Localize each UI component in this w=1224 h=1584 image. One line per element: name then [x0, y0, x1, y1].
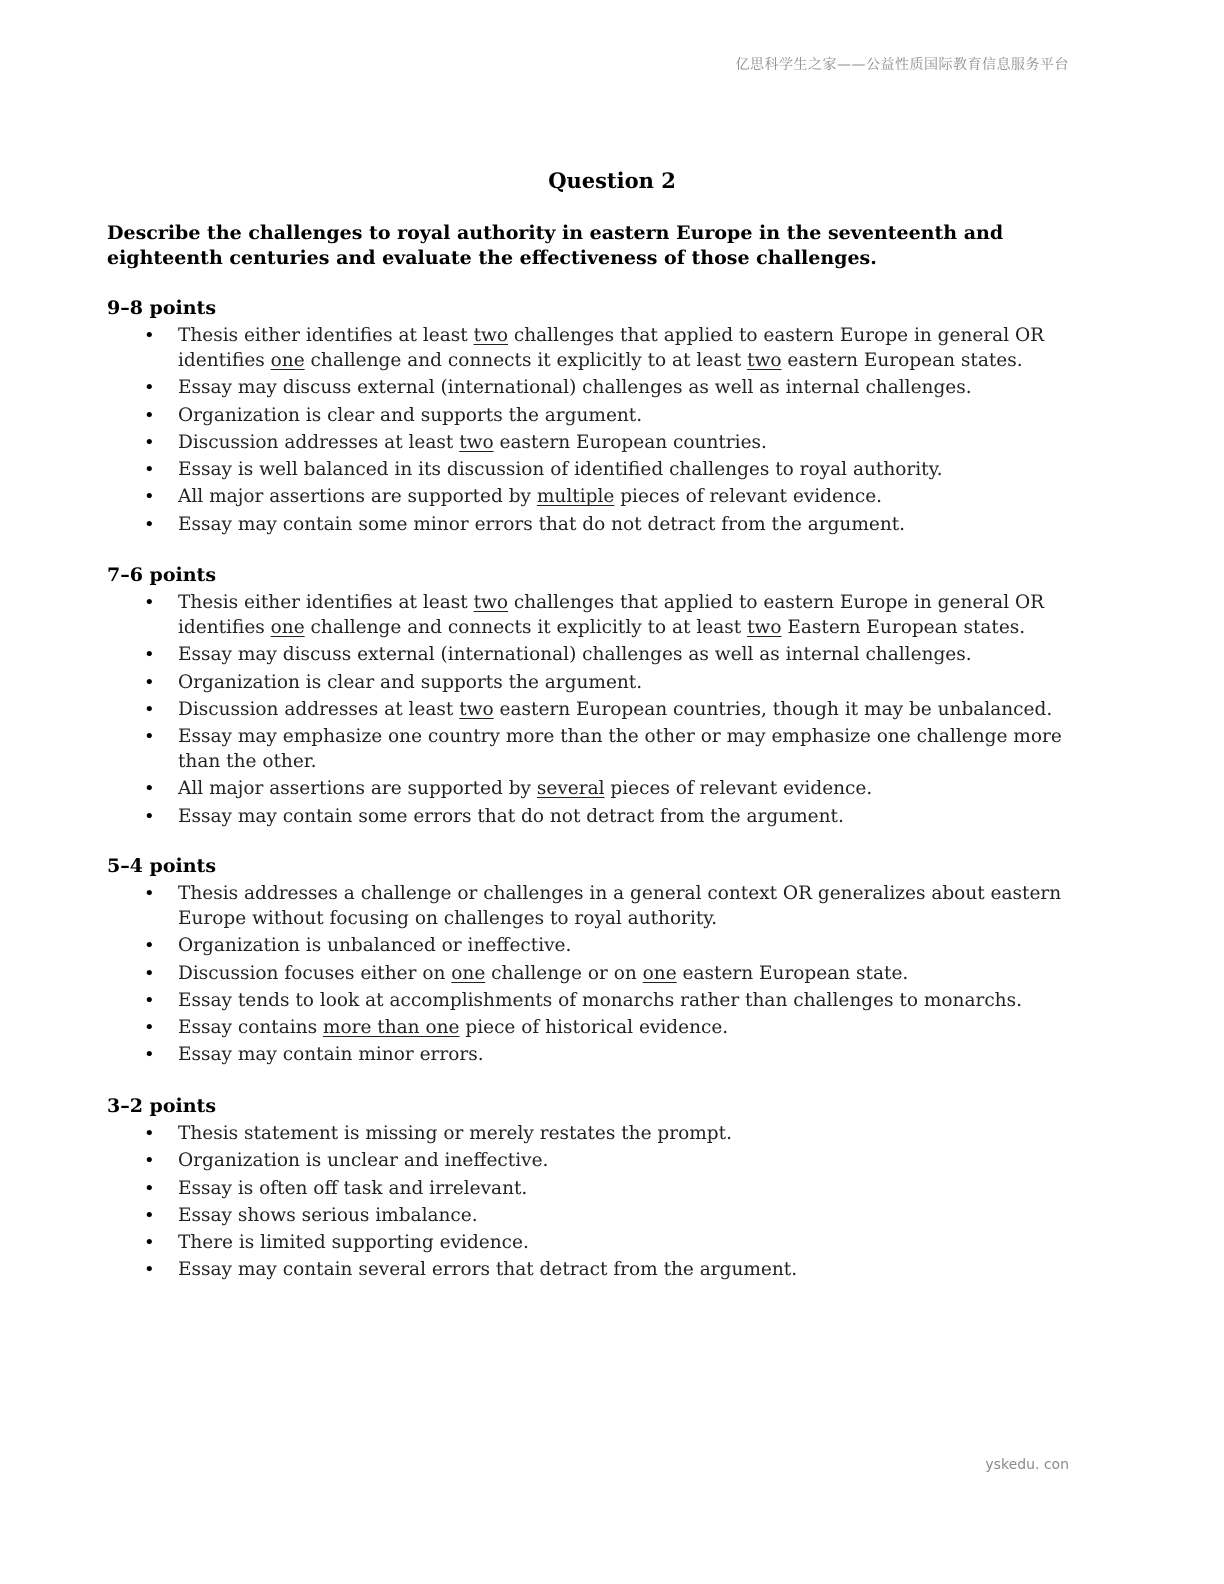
criteria-list	[107, 881, 1107, 1067]
criterion-item	[107, 1042, 1107, 1067]
bullet-icon: •	[144, 698, 155, 720]
criterion-text: Essay contains	[178, 1017, 323, 1039]
criterion-text: eastern European states.	[781, 350, 1023, 371]
section-7-6-points	[107, 563, 1107, 831]
criterion-text: Essay may contain some minor errors that do not detract from the argument.	[178, 513, 906, 535]
criterion-item	[107, 590, 1107, 640]
criterion-text: Thesis either identifies at least	[178, 592, 474, 613]
bullet-icon: •	[144, 805, 155, 827]
criterion-text: eastern European countries, though it may be unbalanced.	[493, 698, 1053, 720]
bullet-icon: •	[144, 644, 155, 666]
underlined-emphasis: two	[473, 325, 508, 346]
criterion-item	[107, 1121, 1107, 1146]
criterion-text: challenges that applied to eastern Europe in general OR identifies	[178, 325, 1045, 371]
underlined-emphasis: more than one	[322, 1017, 460, 1039]
section-heading: 5–4 points	[107, 855, 217, 877]
criterion-text: Essay may contain some errors that do not detract from the argument.	[178, 805, 844, 827]
bullet-icon: •	[144, 726, 155, 748]
criterion-text: Essay may contain several errors that detract from the argument.	[178, 1259, 798, 1281]
bullet-icon: •	[144, 459, 155, 481]
section-heading: 3–2 points	[107, 1095, 217, 1117]
criterion-text: Organization is unbalanced or ineffective.	[178, 935, 572, 957]
question-prompt: Describe the challenges to royal authority in eastern Europe in the seventeenth and eighteenth centuries and evaluate the effectiveness of those challenges.	[107, 222, 1004, 269]
criterion-item	[107, 670, 1107, 695]
criterion-text: All major assertions are supported by	[178, 778, 537, 800]
criterion-text: Organization is clear and supports the argument.	[178, 404, 643, 426]
criterion-text: There is limited supporting evidence.	[178, 1232, 529, 1254]
criterion-text: Eastern European states.	[781, 617, 1026, 638]
underlined-emphasis: two	[459, 431, 494, 453]
criteria-list	[107, 590, 1107, 829]
bullet-icon: •	[144, 1150, 155, 1172]
criterion-item	[107, 323, 1107, 373]
bullet-icon: •	[144, 1177, 155, 1199]
bullet-icon: •	[144, 778, 155, 800]
bullet-icon: •	[144, 325, 155, 346]
bullet-icon: •	[144, 935, 155, 957]
criterion-text: Essay shows serious imbalance.	[178, 1204, 478, 1226]
criterion-text: Thesis either identifies at least	[178, 325, 474, 346]
section-heading: 9–8 points	[107, 297, 217, 319]
criterion-item	[107, 457, 1107, 482]
criterion-item	[107, 430, 1107, 455]
criterion-item	[107, 1176, 1107, 1201]
criterion-text: Organization is clear and supports the argument.	[178, 671, 643, 693]
criterion-item	[107, 375, 1107, 400]
criterion-item	[107, 1015, 1107, 1040]
bullet-icon: •	[144, 377, 155, 399]
criterion-text: Discussion addresses at least	[178, 431, 460, 453]
criterion-text: eastern European state.	[676, 962, 909, 984]
criterion-item	[107, 1257, 1107, 1282]
bullet-icon: •	[144, 1204, 155, 1226]
underlined-emphasis: two	[747, 617, 782, 638]
underlined-emphasis: multiple	[536, 486, 615, 508]
bullet-icon: •	[144, 431, 155, 453]
bullet-icon: •	[144, 404, 155, 426]
criterion-item	[107, 776, 1107, 801]
criterion-item	[107, 642, 1107, 667]
bullet-icon: •	[144, 1259, 155, 1281]
bullet-icon: •	[144, 989, 155, 1011]
underlined-emphasis: one	[270, 617, 305, 638]
criterion-text: challenges that applied to eastern Europe in general OR identifies	[178, 592, 1045, 638]
criterion-text: Organization is unclear and ineffective.	[178, 1150, 549, 1172]
bullet-icon: •	[144, 1017, 155, 1039]
criterion-item	[107, 724, 1107, 774]
criterion-text: Essay may contain minor errors.	[178, 1044, 484, 1066]
criterion-item	[107, 961, 1107, 986]
criterion-text: pieces of relevant evidence.	[614, 486, 883, 508]
criterion-text: Essay may discuss external (international) challenges as well as internal challenges.	[178, 644, 972, 666]
criterion-item	[107, 1230, 1107, 1255]
bullet-icon: •	[144, 671, 155, 693]
bullet-icon: •	[144, 962, 155, 984]
criterion-text: Essay may emphasize one country more than the other or may emphasize one challenge more than the other.	[178, 726, 1062, 773]
criterion-text: Essay may discuss external (international) challenges as well as internal challenges.	[178, 377, 972, 399]
criterion-text: Essay is often off task and irrelevant.	[178, 1177, 528, 1199]
section-3-2-points	[107, 1094, 1107, 1285]
underlined-emphasis: two	[473, 592, 508, 613]
criterion-item	[107, 933, 1107, 958]
criterion-item	[107, 403, 1107, 428]
criterion-text: All major assertions are supported by	[178, 486, 537, 508]
criterion-item	[107, 1203, 1107, 1228]
criterion-text: Discussion addresses at least	[178, 698, 460, 720]
criterion-text: challenge and connects it explicitly to at least	[304, 350, 748, 371]
bullet-icon: •	[144, 1123, 155, 1144]
bullet-icon: •	[144, 513, 155, 535]
underlined-emphasis: two	[747, 350, 782, 371]
criterion-text: Discussion focuses either on	[178, 962, 452, 984]
section-heading: 7–6 points	[107, 564, 217, 586]
header-watermark-note: 亿思科学生之家——公益性质国际教育信息服务平台	[735, 57, 1069, 73]
criterion-item	[107, 881, 1107, 931]
criteria-list	[107, 1121, 1107, 1282]
bullet-icon: •	[144, 1044, 155, 1066]
criterion-item	[107, 512, 1107, 537]
criteria-list	[107, 323, 1107, 537]
criterion-item	[107, 1148, 1107, 1173]
criterion-text: pieces of relevant evidence.	[604, 778, 873, 800]
criterion-text: Essay tends to look at accomplishments of monarchs rather than challenges to monarchs.	[178, 989, 1022, 1011]
section-9-8-points	[107, 296, 1107, 539]
underlined-emphasis: one	[642, 962, 677, 984]
bullet-icon: •	[144, 486, 155, 508]
criterion-text: Essay is well balanced in its discussion of identified challenges to royal authority.	[178, 459, 943, 481]
criterion-text: piece of historical evidence.	[459, 1017, 729, 1039]
criterion-text: Thesis statement is missing or merely restates the prompt.	[178, 1123, 732, 1144]
criterion-text: Thesis addresses a challenge or challenges in a general context OR generalizes about eastern Europe without focusing on challenges to royal authority.	[178, 883, 1062, 929]
criterion-item	[107, 697, 1107, 722]
bullet-icon: •	[144, 883, 155, 904]
footer-watermark-note: yskedu. con	[985, 1457, 1069, 1473]
criterion-item	[107, 988, 1107, 1013]
bullet-icon: •	[144, 592, 155, 613]
page-title: Question 2	[548, 168, 676, 193]
criterion-item	[107, 484, 1107, 509]
criterion-item	[107, 804, 1107, 829]
underlined-emphasis: two	[459, 698, 494, 720]
criterion-text: challenge or on	[485, 962, 643, 984]
bullet-icon: •	[144, 1232, 155, 1254]
criterion-text: challenge and connects it explicitly to at least	[304, 617, 748, 638]
underlined-emphasis: several	[536, 778, 605, 800]
criterion-text: eastern European countries.	[493, 431, 767, 453]
section-5-4-points	[107, 854, 1107, 1070]
underlined-emphasis: one	[270, 350, 305, 371]
underlined-emphasis: one	[451, 962, 486, 984]
